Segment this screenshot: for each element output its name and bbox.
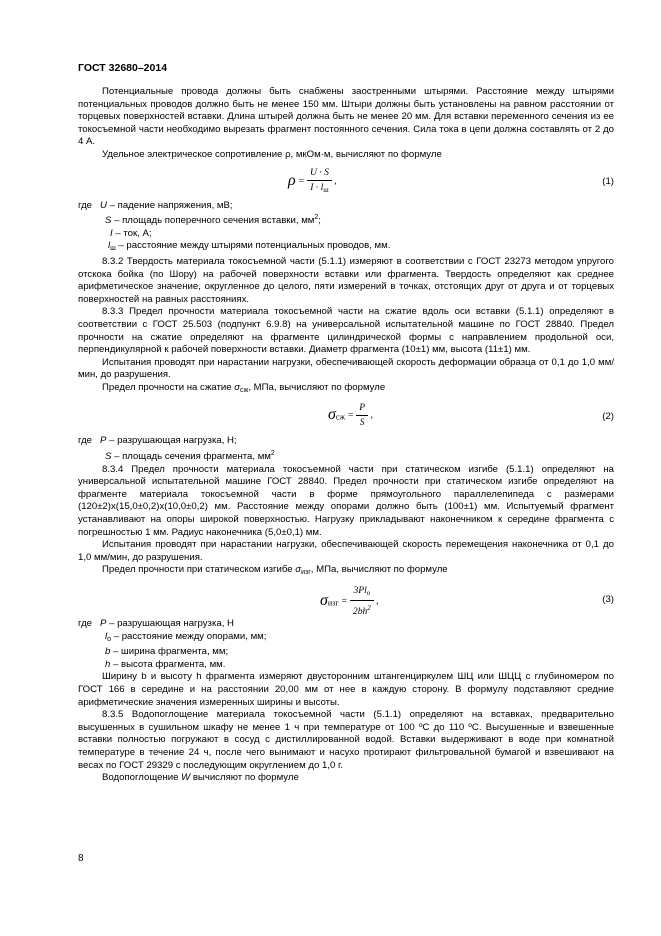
where-1-line-4: – расстояние между штырями потенциальных проводов, мм. [115,240,391,252]
paragraph-8-3-5: 8.3.5 Водопоглощение материала токосъемной части (5.1.1) определяют на вставках, предварительно высушенных в сушильном шкафу не менее 1 ч при температуре от 100 ºС до 110 ºС. Высушенные и взвешенные вставки полностью погружают в сосуд с дистиллированной водой. Вставки выдерживают в воде при комнатной температуре в течение 24 ч, после чего вынимают и насухо протирают фильтровальной бумагой и взвешивают на весах по ГОСТ 29329 с последующим округлением до 1,0 г. [78,709,614,771]
formula-3-lhs-sub: изг [327,598,339,608]
paragraph-8-3-2: 8.3.2 Твердость материала токосъемной части (5.1.1) измеряют в соответствии с ГОСТ 23273 методом упругого отскока бойка (по Шору) на рабочей поверхности вставки или фрагмента. Твердость определяют как среднее арифметическое значение, округленное до целого, пяти измерений в точках, отстоящих друг от друга и от торцевых поверхностей на равных расстояниях. [78,255,614,305]
formula-1: ρ = $\frac{U \cdot S}{I \cdot l_ш}$ , (1) [288,166,614,194]
paragraph-compression-intro [78,382,614,398]
compression-intro-b: , МПа, вычисляют по формуле [248,381,386,393]
formula-2-lhs-sub: сж [335,413,345,423]
where-3-sym-b: b [105,646,111,658]
where-1-line-3: – ток, А; [112,227,152,239]
formula-1-denominator: I · l [310,181,324,193]
formula-3-number: (3) [602,594,614,605]
where-3-line-1: – разрушающая нагрузка, Н [106,618,234,629]
bending-intro-a: Предел прочности при статическом изгибе [102,564,296,576]
where-1-sym-l: l [108,240,111,252]
paragraph-water-absorption-intro [78,772,614,785]
where-2-line-1: – разрушающая нагрузка, Н; [106,435,237,447]
where-1-sym-l-sub: ш [110,245,116,253]
formula-1-numerator: U · S [307,166,332,181]
where-3-sym-p: P [100,618,107,629]
where-3-sym-l-sub: о [107,635,112,643]
water-intro-a: Водопоглощение [102,772,182,784]
bending-sigma-sub: изг [301,569,311,577]
where-1-line-2-sup: 2 [314,214,319,222]
where-2-sym-s: S [105,451,112,463]
where-1-sym-i: I [110,227,113,239]
where-block-2 [78,435,614,463]
formula-2-numerator: P [356,401,368,416]
formula-1-comma: , [334,175,337,187]
where-2-line-2: – площадь сечения фрагмента, мм [111,451,271,463]
formula-3-num-sub: о [366,589,371,597]
where-1-sym-s: S [105,215,112,227]
where-3-lead: где [78,618,93,629]
formula-2-number: (2) [602,411,614,423]
paragraph-potential-wires: Потенциальные провода должны быть снабжены заостренными штырями. Расстояние между штырями потенциальных проводов должно быть не менее 150 мм. Штыри должны быть установлены на равном расстоянии от торцевых поверхностей вставки. Длина штырей должна быть не менее 20 мм. Для вставки переменного сечения из ее токосъемной части необходимо вырезать фрагмент постоянного сечения. Сила тока в цепи должна составлять от 2 до 4 А. [78,86,614,148]
where-block-1 [78,200,614,256]
where-3-sym-l: l [105,630,108,642]
where-1-line-2: – площадь поперечного сечения вставки, мм [111,215,315,227]
formula-3-lhs: σ [320,592,328,610]
bending-intro-b: , МПа, вычисляют по формуле [310,564,448,576]
formula-1-den-sub: ш [323,185,329,194]
document-body [78,86,614,785]
document-header: ГОСТ 32680–2014 [78,62,168,74]
where-3-line-3: – ширина фрагмента, мм; [110,646,229,658]
formula-1-number: (1) [602,175,614,187]
paragraph-resistivity-intro: Удельное электрическое сопротивление ρ, мкОм·м, вычисляют по формуле [102,148,442,160]
formula-3-comma: , [376,595,379,607]
where-2-line-2-sup: 2 [270,450,275,458]
paragraph-width-height: Ширину b и высоту h фрагмента измеряют двусторонним штангенциркулем ШЦ или ШЦЦ с глубиномером по ГОСТ 166 в середине и на расстоянии 20,00 мм от нее в каждую сторону. В формулу подставляют средние арифметические значения измеренных ширины и высоты. [78,671,614,708]
compression-intro-a: Предел прочности на сжатие [102,381,235,393]
water-sym-w: W [181,772,191,784]
where-1-line-1: – падение напряжения, мВ; [106,199,233,211]
formula-1-lhs: ρ [288,171,296,189]
paragraph-compression-test: Испытания проводят при нарастании нагрузки, обеспечивающей скорость деформации образца от 0,1 до 1,0 мм/мин, до разрушения. [78,356,614,381]
bending-sigma: σ [295,564,302,576]
formula-3: $\sigma_{изг}$ = $\frac{3Pl_о}{2bh^2}$ , (3) [320,585,614,617]
where-1-lead: где [78,199,93,211]
where-2-lead: где [78,435,93,447]
where-block-3 [78,618,614,671]
formula-2-lhs: σ [328,406,336,424]
formula-2: $\sigma_{сж}$ = $\frac{P}{S}$ , (2) [328,402,614,429]
paragraph-bending-intro [78,564,614,580]
where-1-line-2-end: ; [318,215,321,227]
where-3-line-4: – высота фрагмента, мм. [110,658,226,670]
paragraph-8-3-4: 8.3.4 Предел прочности материала токосъемной части при статическом изгибе (5.1.1) определяют на универсальной испытательной машине ГОСТ 28840. Предел прочности при статическом изгибе определяют на фрагменте материала токосъемной части в форме прямоугольного параллелепипеда с размерами (120±2)х(15,0±0,2)х(10,0±0,2) мм. Расстояние между опорами должно быть (100±1) мм. Испытуемый фрагмент устанавливают на опоры широкой поверхностью. Нагрузку прикладывают наконечником к середине фрагмента с погрешностью 1 мм. Радиус наконечника (5,0±0,1) мм. [78,463,614,538]
formula-3-den-sup: 2 [367,604,371,612]
compression-sigma: σ [234,381,241,393]
formula-2-denominator: S [359,417,365,429]
water-intro-b: вычисляют по формуле [190,772,299,784]
formula-3-denominator: 2bh [352,606,368,617]
where-1-sym-u: U [100,199,107,211]
paragraph-8-3-3: 8.3.3 Предел прочности материала токосъемной части на сжатие вдоль оси вставки (5.1.1) определяют в соответствии с ГОСТ 25.503 (подпункт 6.9.8) на универсальной испытательной машине по ГОСТ 28840. Предел прочности на сжатие определяют на фрагменте цилиндрической формы с направлением продольной оси, перпендикулярной к рабочей поверхности вставки. Диаметр фрагмента (10±1) мм, высота (11±1) мм. [78,306,614,356]
where-3-line-2: – расстояние между опорами, мм; [111,630,267,642]
where-3-sym-h: h [105,658,111,670]
paragraph-bending-test: Испытания проводят при нарастании нагрузки, обеспечивающей скорость перемещения наконечника от 0,1 до 1,0 мм/мин, до разрушения. [78,539,614,563]
page-number: 8 [78,853,84,864]
compression-sigma-sub: сж [240,386,249,394]
formula-2-comma: , [370,410,373,422]
formula-3-numerator: 3Pl [353,585,367,596]
where-2-sym-p: P [100,435,107,447]
